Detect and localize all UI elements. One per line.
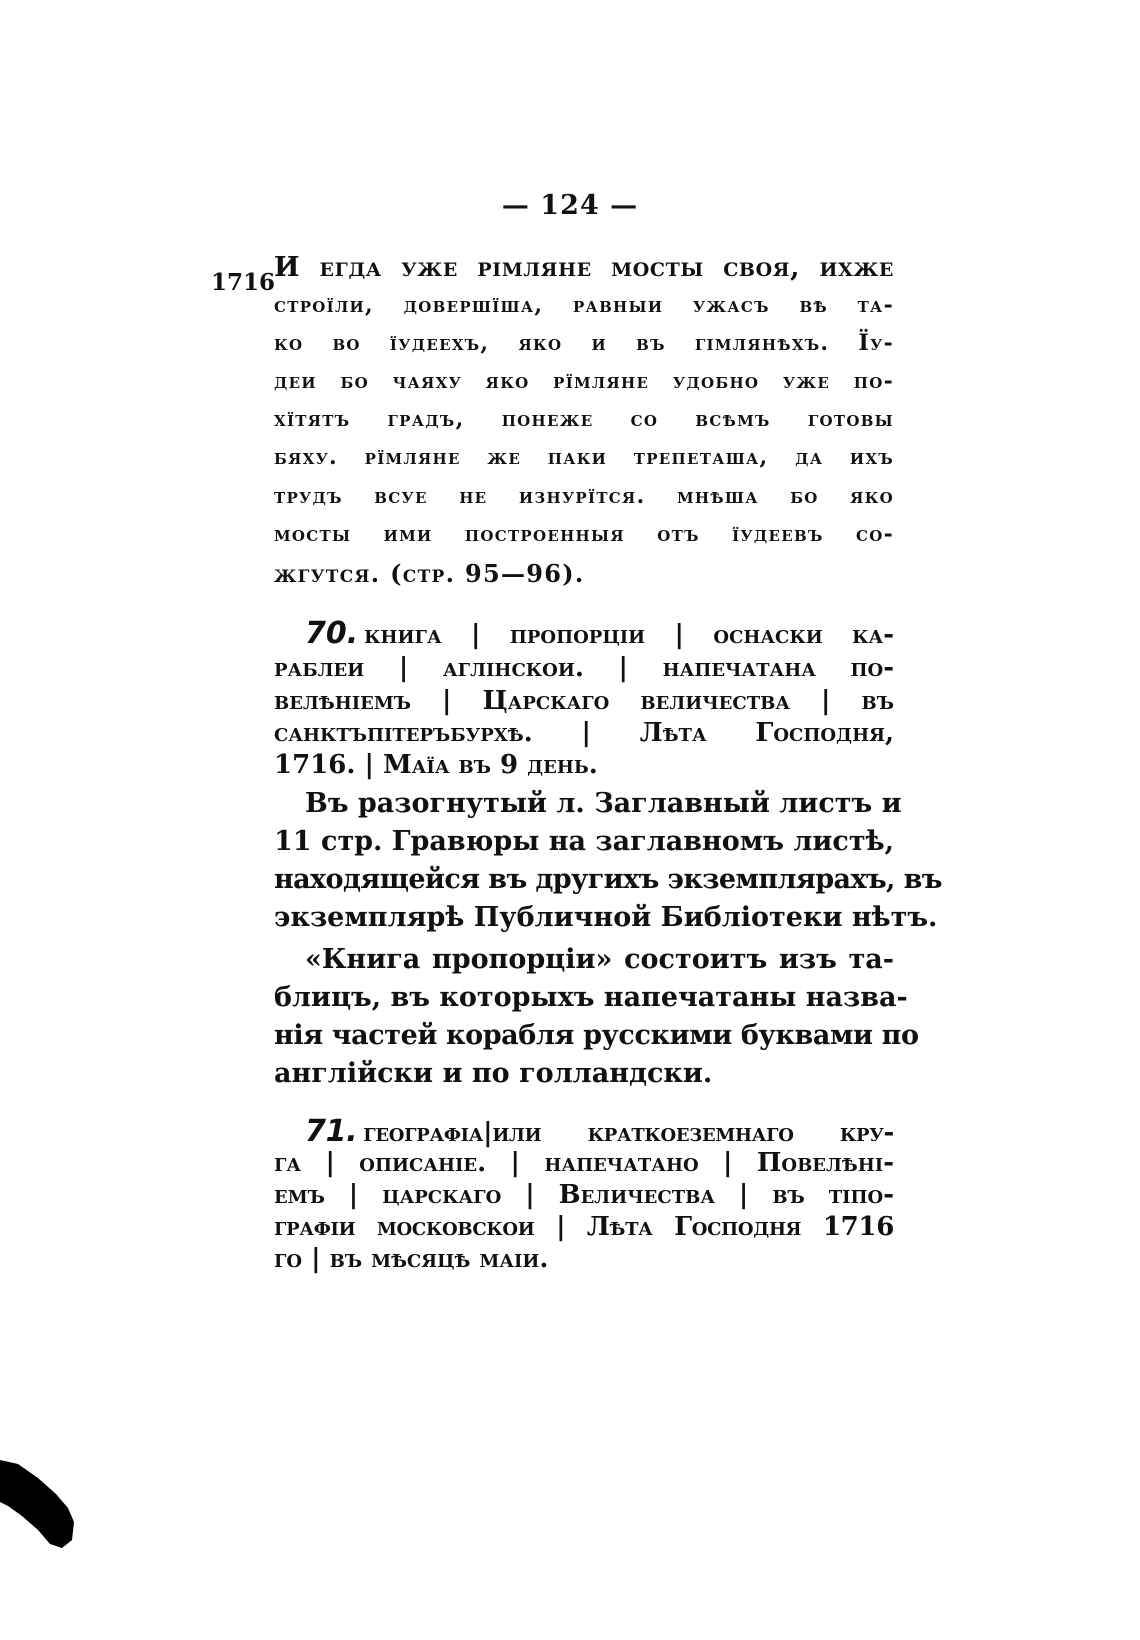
page-number: — 124 — — [501, 190, 639, 221]
entry-71-title-line: емъ | царскаго | Величества | въ тіпо- — [274, 1180, 894, 1210]
entry-70-note-line: блицъ, въ которыхъ напечатаны назва- — [274, 982, 908, 1013]
quote-line: бяху. рїмляне же паки трепеташа, да ихъ — [274, 444, 894, 470]
entry-70-note-line: англійски и по голландски. — [274, 1058, 713, 1089]
quote-line: хїтятъ градъ, понеже со всѣмъ готовы — [274, 406, 894, 432]
entry-70-title-line: санктъпітеръбурхѣ. | Лѣта Господня, — [274, 718, 894, 748]
quote-line: И егда уже рімляне мосты своя, ихже — [274, 252, 894, 283]
entry-70-title-line: велѣніемъ | Царскаго величества | въ — [274, 686, 894, 716]
entry-70-desc-line: 11 стр. Гравюры на заглавномъ листѣ, — [274, 826, 894, 857]
quote-line: строїли, довершїша, равныи ужасъ вѣ та- — [274, 292, 894, 318]
entry-71-title-line: го | въ мѣсяцѣ маіи. — [274, 1244, 549, 1274]
entry-70-desc-line: экземплярѣ Публичной Библіотеки нѣтъ. — [274, 902, 938, 933]
entry-70-title-line: 1716. | Маїа въ 9 день. — [274, 750, 598, 780]
entry-70-number: 70. — [305, 616, 359, 651]
entry-71-number: 71. — [305, 1114, 358, 1149]
quote-line: деи бо чаяху яко рїмляне удобно уже по- — [274, 368, 894, 394]
quote-line: трудъ всуе не изнурїтся. мнѣша бо яко — [274, 483, 894, 509]
entry-71-title-line — [305, 1114, 894, 1149]
margin-year: 1716 — [211, 269, 276, 296]
quote-line: жгутся. (стр. 95—96). — [274, 559, 585, 588]
entry-70-title-line: раблеи | аглінскои. | напечатана по- — [274, 653, 894, 683]
entry-70-title-line — [305, 616, 894, 651]
entry-71-title-line: графіи московскои | Лѣта Господня 1716 — [274, 1212, 894, 1242]
entry-70-desc-line: находящейся въ другихъ экземплярахъ, въ — [274, 864, 942, 895]
quote-line: ко во їудеехъ, яко и въ гімлянѣхъ. Їу- — [274, 330, 894, 356]
entry-70-desc-line: Въ разогнутый л. Заглавный листъ и — [305, 788, 902, 819]
quote-line: мосты ими построенныя отъ їудеевъ со- — [274, 521, 894, 547]
entry-71-title-text: географіа|или краткоеземнаго кру- — [363, 1118, 894, 1148]
entry-70-note-line: «Книга пропорціи» состоитъ изъ та- — [305, 944, 894, 975]
entry-70-title-text: книга | пропорціи | оснаски ка- — [364, 620, 894, 650]
entry-70-note-line: нія частей корабля русскими буквами по — [274, 1020, 919, 1051]
scan-edge-mark — [0, 1460, 80, 1550]
entry-71-title-line: га | описаніе. | напечатано | Повелѣні- — [274, 1148, 894, 1178]
